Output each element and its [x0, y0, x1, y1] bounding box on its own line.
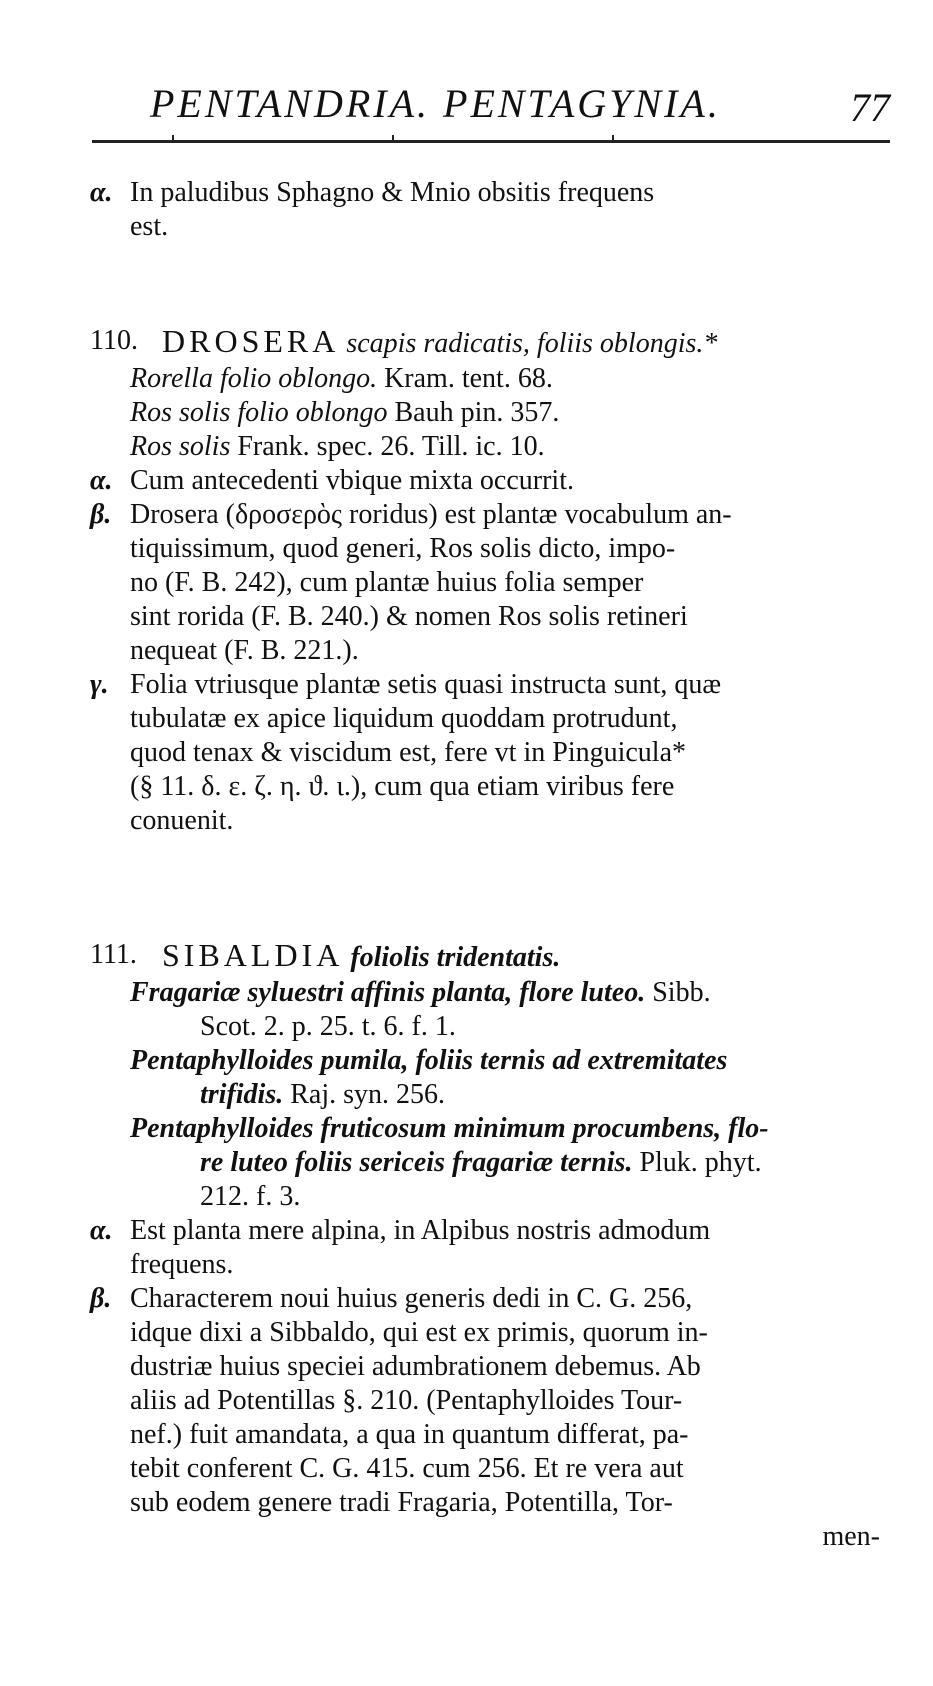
running-title: PENTANDRIA. PENTAGYNIA.	[150, 81, 721, 126]
note-line: nef.) fuit amandata, a qua in quantum differat, pa-	[130, 1419, 689, 1450]
note-line: Characterem noui huius generis dedi in C. G. 256,	[130, 1283, 693, 1314]
synonym-title: Fragariæ syluestri affinis planta, flore luteo.	[130, 977, 646, 1008]
entry-drosera	[90, 324, 900, 838]
genus-name: SIBALDIA	[162, 937, 344, 973]
note-line: Cum antecedenti vbique mixta occurrit.	[130, 465, 574, 496]
note-marker: α.	[90, 177, 113, 208]
catchword: men-	[822, 1521, 880, 1552]
note-marker: γ.	[90, 669, 109, 700]
note-line: tebit conferent C. G. 415. cum 256. Et re vera aut	[130, 1453, 684, 1484]
note-line: idque dixi a Sibbaldo, qui est ex primis, quorum in-	[130, 1317, 708, 1348]
note-line: tubulatæ ex apice liquidum quoddam protrudunt,	[130, 703, 678, 734]
synonym-title: Rorella folio oblongo.	[130, 363, 378, 394]
synonym-ref: Bauh pin. 357.	[394, 397, 560, 428]
page-header	[150, 72, 890, 132]
rule-mark	[172, 135, 182, 143]
note-line: nequeat (F. B. 221.).	[130, 635, 359, 666]
synonym-ref: Pluk. phyt.	[639, 1147, 762, 1178]
note-line: sint rorida (F. B. 240.) & nomen Ros solis retineri	[130, 601, 688, 632]
note-line: no (F. B. 242), cum plantæ huius folia semper	[130, 567, 644, 598]
note-line: tiquissimum, quod generi, Ros solis dicto, impo-	[130, 533, 676, 564]
synonym-ref: 212. f. 3.	[200, 1181, 301, 1212]
diagnosis: foliolis tridentatis.	[350, 942, 561, 973]
note-line: conuenit.	[130, 805, 234, 836]
note-marker: α.	[90, 465, 113, 496]
note-line: sub eodem genere tradi Fragaria, Potentilla, Tor-	[130, 1487, 673, 1518]
note-line: In paludibus Sphagno & Mnio obsitis frequens	[130, 177, 655, 208]
note-line: Est planta mere alpina, in Alpibus nostris admodum	[130, 1215, 711, 1246]
synonym-ref: Kram. tent. 68.	[384, 363, 553, 394]
synonym-ref: Sibb.	[652, 977, 711, 1008]
rule-mark	[612, 135, 622, 143]
note-marker: β.	[90, 1283, 112, 1314]
note-line: est.	[130, 211, 169, 242]
synonym-title: trifidis.	[200, 1079, 284, 1110]
entry-number: 111.	[90, 939, 137, 970]
synonym-title: re luteo foliis sericeis fragariæ ternis.	[200, 1147, 633, 1178]
synonym-title: Pentaphylloides pumila, foliis ternis ad extremitates	[130, 1045, 728, 1076]
header-rule	[92, 140, 890, 143]
rule-mark	[392, 135, 402, 143]
diagnosis: scapis radicatis, foliis oblongis.*	[346, 328, 718, 359]
synonym-title: Pentaphylloides fruticosum minimum procumbens, flo-	[130, 1113, 769, 1144]
page-number: 77	[850, 85, 890, 130]
entry-number: 110.	[90, 325, 138, 356]
continuation-note	[90, 176, 900, 244]
note-marker: β.	[90, 499, 112, 530]
note-line: (§ 11. δ. ε. ζ. η. ϑ. ι.), cum qua etiam viribus fere	[130, 771, 675, 802]
note-line: frequens.	[130, 1249, 234, 1280]
synonym-ref: Scot. 2. p. 25. t. 6. f. 1.	[200, 1011, 456, 1042]
note-line: aliis ad Potentillas §. 210. (Pentaphylloides Tour-	[130, 1385, 683, 1416]
entry-sibaldia	[90, 938, 900, 1554]
note-line: dustriæ huius speciei adumbrationem debemus. Ab	[130, 1351, 701, 1382]
synonym-ref: Frank. spec. 26. Till. ic. 10.	[237, 431, 545, 462]
note-line: Drosera (δροσερὸς roridus) est plantæ vocabulum an-	[130, 499, 732, 530]
genus-name: DROSERA	[162, 323, 340, 359]
synonym-ref: Raj. syn. 256.	[290, 1079, 446, 1110]
note-marker: α.	[90, 1215, 113, 1246]
note-line: quod tenax & viscidum est, fere vt in Pinguicula*	[130, 737, 687, 768]
synonym-title: Ros solis	[130, 431, 231, 462]
note-line: Folia vtriusque plantæ setis quasi instructa sunt, quæ	[130, 669, 722, 700]
synonym-title: Ros solis folio oblongo	[130, 397, 388, 428]
